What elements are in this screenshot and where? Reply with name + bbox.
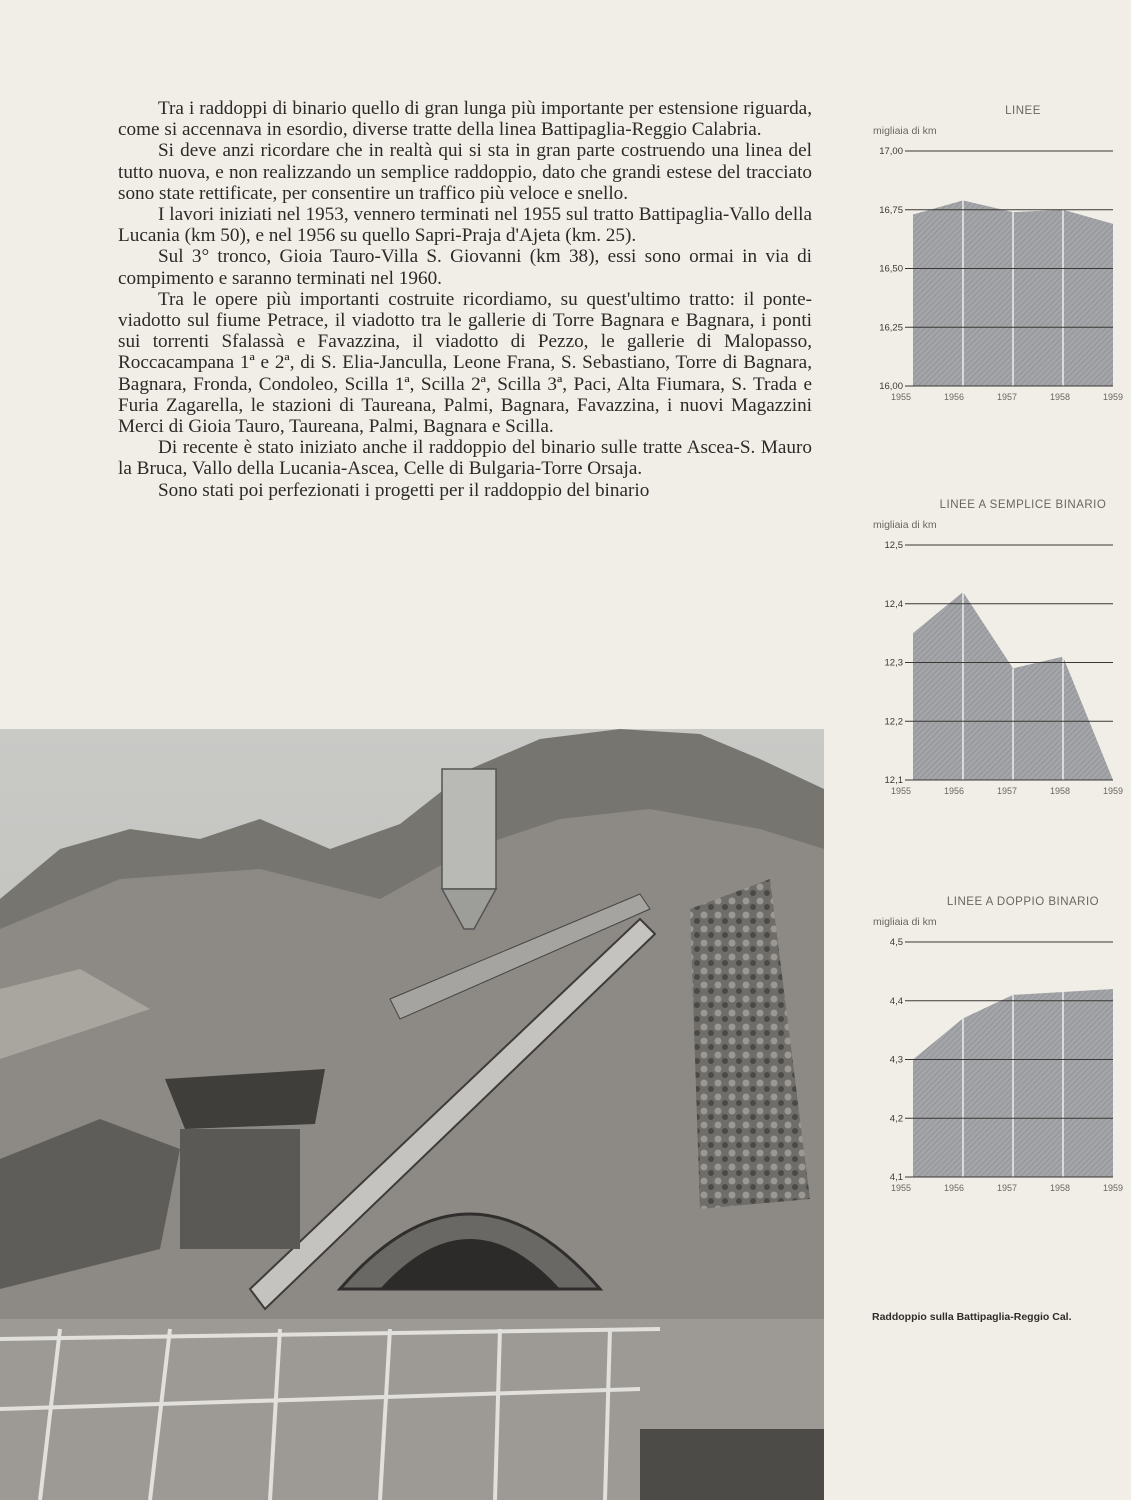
paragraph: Di recente è stato iniziato anche il raddoppio del binario sulle tratte Ascea-S. Mauro la Bruca, Vallo della Lucania-Ascea, Celle di Bulgaria-Torre Orsaja.	[118, 437, 812, 480]
paragraph: Sono stati poi perfezionati i progetti per il raddoppio del binario	[158, 479, 650, 501]
chart-unit-label: migliaia di km	[873, 519, 937, 531]
chart-y-tick-label: 4,2	[889, 1113, 903, 1125]
chart-title: LINEE	[1005, 105, 1041, 117]
chart-y-tick-label: 4,1	[889, 1172, 903, 1183]
chart-y-tick-label: 4,3	[889, 1054, 903, 1066]
chart-title: LINEE A DOPPIO BINARIO	[946, 896, 1100, 908]
article-body	[118, 98, 812, 501]
chart-y-tick-label: 12,3	[884, 657, 903, 669]
chart-unit-label: migliaia di km	[873, 125, 937, 137]
chart-y-tick-label: 16,75	[879, 204, 903, 216]
chart-y-tick-label: 12,2	[884, 716, 903, 728]
chart-y-tick-label: 12,5	[884, 540, 903, 551]
chart-x-tick-label: 1956	[943, 786, 965, 796]
chart-x-tick-label: 1955	[890, 1183, 912, 1193]
chart-x-tick-label: 1956	[943, 392, 965, 402]
paragraph: I lavori iniziati nel 1953, vennero terminati nel 1955 sul tratto Battipaglia-Vallo della Lucania (km 50), e nel 1956 su quello Sapri-Praja d'Ajeta (km. 25).	[118, 204, 812, 247]
paragraph: Sul 3° tronco, Gioia Tauro-Villa S. Giovanni (km 38), essi sono ormai in via di compimento e saranno terminati nel 1960.	[118, 246, 812, 289]
chart-y-tick-label: 16,00	[879, 381, 903, 392]
chart-y-tick-label: 12,4	[884, 598, 903, 610]
chart-x-tick-label: 1957	[996, 786, 1018, 796]
chart-svg	[868, 490, 1131, 796]
chart-x-tick-label: 1955	[890, 786, 912, 796]
chart-title: LINEE A SEMPLICE BINARIO	[939, 499, 1107, 511]
chart-x-tick-label: 1959	[1102, 1183, 1124, 1193]
paragraph: Tra i raddoppi di binario quello di gran lunga più importante per estensione riguarda, come si accennava in esordio, diverse tratte della linea Battipaglia-Reggio Calabria.	[118, 98, 812, 141]
paragraph: Si deve anzi ricordare che in realtà qui si sta in gran parte costruendo una linea del tutto nuova, e non realizzando un semplice raddoppio, dato che grandi estese del tracciato sono state rettificate, per consentire un traffico più veloce e snello.	[118, 140, 812, 204]
chart-y-tick-label: 16,50	[879, 263, 903, 275]
chart-linee-semplice-binario	[868, 490, 1131, 796]
construction-site-photo	[0, 729, 824, 1500]
chart-unit-label: migliaia di km	[873, 916, 937, 928]
chart-x-tick-label: 1957	[996, 1183, 1018, 1193]
chart-y-tick-label: 17,00	[879, 146, 903, 157]
chart-svg	[868, 96, 1131, 402]
chart-x-tick-label: 1958	[1049, 786, 1071, 796]
chart-y-tick-label: 4,4	[889, 995, 903, 1007]
chart-x-tick-label: 1955	[890, 392, 912, 402]
chart-x-tick-label: 1959	[1102, 786, 1124, 796]
chart-x-tick-label: 1956	[943, 1183, 965, 1193]
chart-x-tick-label: 1957	[996, 392, 1018, 402]
chart-y-tick-label: 4,5	[889, 937, 903, 948]
chart-y-tick-label: 16,25	[879, 322, 903, 334]
chart-linee	[868, 96, 1131, 402]
chart-x-tick-label: 1958	[1049, 1183, 1071, 1193]
paragraph: Tra le opere più importanti costruite ricordiamo, su quest'ultimo tratto: il ponte-viadotto sul fiume Petrace, il viadotto tra le gallerie di Torre Bagnara e Bagnara, i ponti sui torrenti Sfalassà e Favazzina, il viadotto di Pezzo, le gallerie di Malopasso, Roccacampana 1ª e 2ª, di S. Elia-Janculla, Leone Frana, S. Sebastiano, Torre di Bagnara, Bagnara, Fronda, Condoleo, Scilla 1ª, Scilla 2ª, Scilla 3ª, Paci, Alta Fiumara, S. Trada e Furia Zagarella, le stazioni di Taureana, Palmi, Bagnara, Favazzina, i nuovi Magazzini Merci di Gioia Tauro, Taureana, Palmi, Bagnara e Scilla.	[118, 288, 812, 438]
chart-x-tick-label: 1958	[1049, 392, 1071, 402]
chart-linee-doppio-binario	[868, 887, 1131, 1193]
chart-svg	[868, 887, 1131, 1193]
photo-caption: Raddoppio sulla Battipaglia-Reggio Cal.	[872, 1311, 1072, 1323]
chart-x-tick-label: 1959	[1102, 392, 1124, 402]
chart-y-tick-label: 12,1	[884, 775, 903, 786]
